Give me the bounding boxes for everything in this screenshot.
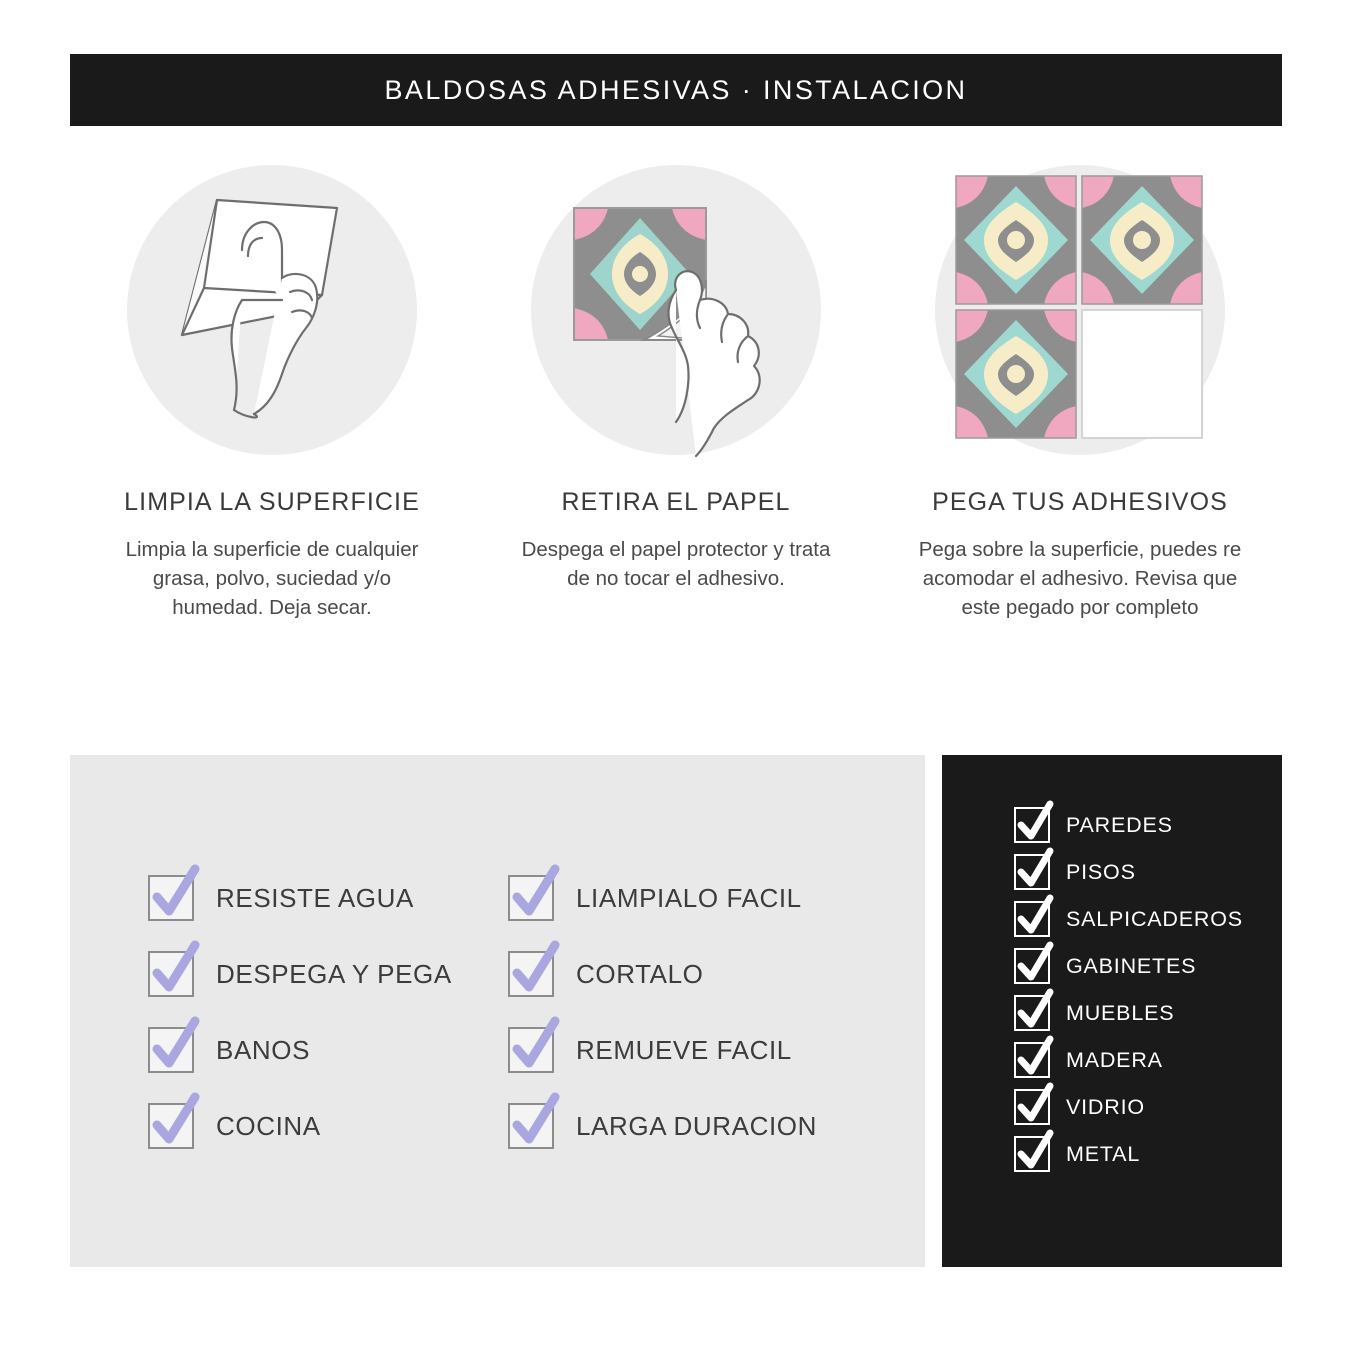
hand-peeling-tile-icon: [526, 160, 826, 460]
check-mark-icon: [1014, 846, 1056, 892]
feature-item[interactable]: [508, 875, 868, 921]
check-mark-icon: [1014, 1081, 1056, 1127]
feature-item[interactable]: [508, 951, 868, 997]
surface-item[interactable]: [1014, 1042, 1243, 1078]
step-peel: [474, 160, 878, 622]
step-peel-title: RETIRA EL PAPEL: [561, 488, 791, 516]
surface-item[interactable]: [1014, 1136, 1243, 1172]
surface-label: MUEBLES: [1066, 1000, 1175, 1025]
checkbox-checked-icon[interactable]: [148, 875, 194, 921]
step-clean-title: LIMPIA LA SUPERFICIE: [124, 488, 420, 516]
checkbox-checked-icon[interactable]: [148, 1103, 194, 1149]
surface-label: PAREDES: [1066, 812, 1173, 837]
checkbox-checked-icon[interactable]: [148, 951, 194, 997]
surface-item[interactable]: [1014, 1089, 1243, 1125]
feature-label: DESPEGA Y PEGA: [216, 958, 452, 989]
check-mark-icon: [147, 1091, 203, 1151]
checkbox-checked-icon[interactable]: [1014, 995, 1050, 1031]
check-mark-icon: [147, 939, 203, 999]
step-clean-art: [122, 160, 422, 460]
checkbox-checked-icon[interactable]: [508, 1027, 554, 1073]
step-stick-description: Pega sobre la superficie, puedes re acomodar el adhesivo. Revisa que este pegado por completo: [918, 538, 1242, 620]
surface-label: MADERA: [1066, 1047, 1163, 1072]
hand-cleaning-cloth-icon: [122, 160, 422, 460]
check-mark-icon: [1014, 893, 1056, 939]
step-peel-art: [526, 160, 826, 460]
checkbox-checked-icon[interactable]: [508, 875, 554, 921]
step-stick: [878, 160, 1282, 622]
feature-label: LIAMPIALO FACIL: [576, 882, 802, 913]
tile-grid-icon: [950, 170, 1210, 450]
check-mark-icon: [507, 1015, 563, 1075]
feature-label: RESISTE AGUA: [216, 882, 414, 913]
check-mark-icon: [1014, 799, 1056, 845]
step-peel-description: Despega el papel protector y trata de no tocar el adhesivo.: [521, 538, 831, 591]
check-mark-icon: [147, 863, 203, 923]
surfaces-list: [1014, 807, 1243, 1172]
check-mark-icon: [1014, 1034, 1056, 1080]
step-stick-art: [930, 160, 1230, 460]
feature-item[interactable]: [148, 951, 508, 997]
surface-item[interactable]: [1014, 807, 1243, 843]
surface-item[interactable]: [1014, 854, 1243, 890]
checkbox-checked-icon[interactable]: [1014, 854, 1050, 890]
check-mark-icon: [507, 863, 563, 923]
check-mark-icon: [147, 1015, 203, 1075]
steps-row: [70, 160, 1282, 622]
check-mark-icon: [1014, 987, 1056, 1033]
surface-label: GABINETES: [1066, 953, 1197, 978]
check-mark-icon: [1014, 1128, 1056, 1174]
checkbox-checked-icon[interactable]: [148, 1027, 194, 1073]
surface-label: SALPICADEROS: [1066, 906, 1243, 931]
surface-item[interactable]: [1014, 901, 1243, 937]
checkbox-checked-icon[interactable]: [1014, 1089, 1050, 1125]
step-stick-title: PEGA TUS ADHESIVOS: [932, 488, 1228, 516]
features-panel: [70, 755, 925, 1267]
checkbox-checked-icon[interactable]: [1014, 1042, 1050, 1078]
checkbox-checked-icon[interactable]: [1014, 901, 1050, 937]
step-clean: [70, 160, 474, 622]
check-mark-icon: [507, 1091, 563, 1151]
header-bar: [70, 54, 1282, 126]
checkbox-checked-icon[interactable]: [508, 951, 554, 997]
feature-item[interactable]: [148, 875, 508, 921]
feature-label: BANOS: [216, 1034, 311, 1065]
check-mark-icon: [1014, 940, 1056, 986]
surface-item[interactable]: [1014, 995, 1243, 1031]
check-mark-icon: [507, 939, 563, 999]
feature-label: LARGA DURACION: [576, 1110, 818, 1141]
checkbox-checked-icon[interactable]: [1014, 1136, 1050, 1172]
feature-item[interactable]: [148, 1027, 508, 1073]
checkbox-checked-icon[interactable]: [508, 1103, 554, 1149]
page-title: BALDOSAS ADHESIVAS · INSTALACION: [384, 74, 968, 105]
step-clean-description: Limpia la superficie de cualquier grasa, polvo, suciedad y/o humedad. Deja secar.: [125, 538, 419, 620]
surface-label: VIDRIO: [1066, 1094, 1145, 1119]
feature-label: REMUEVE FACIL: [576, 1034, 792, 1065]
surface-item[interactable]: [1014, 948, 1243, 984]
surface-label: PISOS: [1066, 859, 1136, 884]
feature-label: COCINA: [216, 1110, 321, 1141]
feature-item[interactable]: [508, 1103, 868, 1149]
feature-item[interactable]: [148, 1103, 508, 1149]
feature-item[interactable]: [508, 1027, 868, 1073]
checkbox-checked-icon[interactable]: [1014, 807, 1050, 843]
surface-label: METAL: [1066, 1141, 1141, 1166]
features-grid: [148, 875, 868, 1149]
checkbox-checked-icon[interactable]: [1014, 948, 1050, 984]
surfaces-panel: [942, 755, 1282, 1267]
feature-label: CORTALO: [576, 958, 704, 989]
